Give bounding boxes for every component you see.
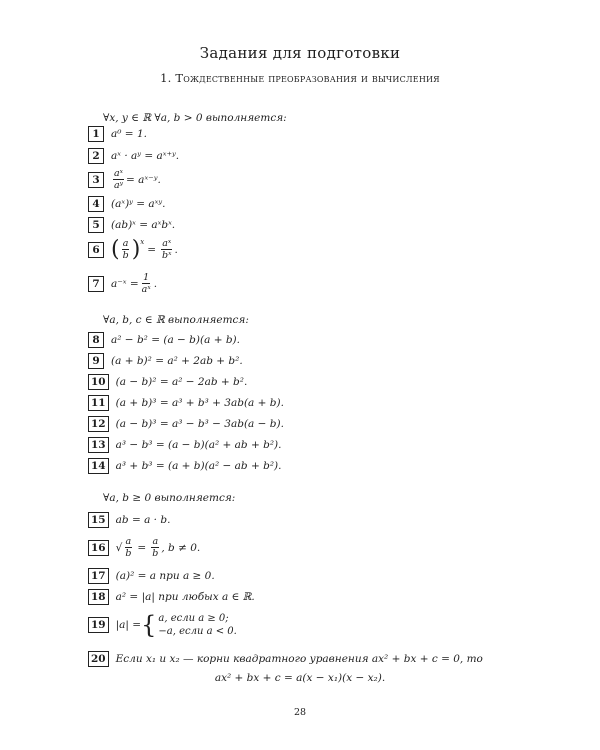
item-number: 7	[88, 276, 104, 292]
item-number: 1	[88, 126, 104, 142]
case-1: a, если a ≥ 0;	[158, 613, 229, 624]
list-item	[88, 196, 165, 212]
right-paren: )	[131, 236, 141, 262]
list-item	[88, 374, 247, 390]
item-number: 16	[88, 540, 109, 556]
page-title: Задания для подготовки	[199, 44, 401, 62]
item-formula: a² = |a| при любых a ∈ ℝ.	[115, 591, 255, 603]
item-number: 14	[88, 458, 109, 474]
item-formula: (a + b)³ = a³ + b³ + 3ab(a + b).	[115, 397, 284, 409]
left-paren: (	[111, 236, 120, 262]
cases	[158, 612, 236, 638]
numerator: a	[125, 536, 132, 547]
list-item	[88, 217, 175, 233]
item-formula: (ab)ˣ = aˣbˣ.	[111, 219, 176, 231]
numerator: aˣ	[114, 168, 124, 179]
item-formula: (a)² = a при a ≥ 0.	[115, 570, 215, 582]
item-number: 3	[88, 172, 104, 188]
intro-line-3: ∀a, b ≥ 0 выполняется:	[103, 492, 236, 504]
fraction	[151, 536, 159, 559]
item-formula: a⁻ˣ =	[111, 277, 139, 290]
fraction	[161, 238, 172, 261]
fraction	[122, 238, 130, 261]
list-item	[88, 458, 281, 474]
item-formula: a³ + b³ = (a + b)(a² − ab + b²).	[115, 460, 282, 472]
left-brace: {	[141, 611, 157, 639]
item-formula: a² − b² = (a − b)(a + b).	[111, 334, 240, 346]
item-number: 18	[88, 589, 109, 605]
list-item	[88, 168, 161, 191]
item-formula: aˣ · aʸ = aˣ⁺ʸ.	[111, 150, 180, 162]
item-number: 4	[88, 196, 104, 212]
page-number: 28	[293, 707, 307, 718]
item-number: 13	[88, 437, 109, 453]
item-number: 19	[88, 617, 109, 633]
sqrt-sign: √	[115, 541, 123, 554]
item-number: 9	[88, 353, 104, 369]
item-formula: ab = a · b.	[115, 514, 171, 526]
list-item: 7 a⁻ˣ = $\frac{1}{\text{aˣ}}$ .	[88, 272, 157, 295]
item-number: 20	[88, 651, 109, 667]
denominator: b	[125, 548, 132, 559]
list-item	[88, 568, 215, 584]
list-item	[88, 126, 147, 142]
denominator: b	[122, 250, 129, 261]
list-item	[88, 332, 240, 348]
list-item	[88, 589, 255, 605]
list-item	[88, 148, 179, 164]
item-formula: (a − b)² = a² − 2ab + b².	[115, 376, 248, 388]
item-number: 8	[88, 332, 104, 348]
fraction	[124, 536, 132, 559]
list-item	[88, 437, 281, 453]
final-formula: ax² + bx + c = a(x − x₁)(x − x₂).	[214, 672, 386, 684]
numerator: aˣ	[162, 238, 172, 249]
list-item	[88, 512, 170, 528]
list-item	[88, 416, 284, 432]
denominator: aˣ	[141, 284, 151, 295]
item-formula: (aˣ)ʸ = aˣʸ.	[111, 198, 166, 210]
list-item: 6 ( $\frac{a}{b}$ ) $^x$ = $\frac{\text{aˣ}}{\text{bˣ}}$ .	[88, 238, 178, 261]
list-item	[88, 395, 284, 411]
denominator: aʸ	[114, 180, 124, 191]
intro-line-2: ∀a, b, c ∈ ℝ выполняется:	[103, 314, 249, 326]
item-formula: |a| =	[115, 619, 142, 631]
denominator: b	[152, 548, 159, 559]
list-item: 16 √ $\frac{a}{b}$ = $\frac{a}{b}$ , b ≠ 0.	[88, 536, 200, 559]
intro-line-1: ∀x, y ∈ ℝ ∀a, b > 0 выполняется:	[103, 112, 287, 124]
item-formula: (a + b)² = a² + 2ab + b².	[111, 355, 243, 367]
item-number: 15	[88, 512, 109, 528]
list-item	[88, 353, 243, 369]
item-number: 17	[88, 568, 109, 584]
item-number: 6	[88, 242, 104, 258]
section-subtitle: 1. Тождественные преобразования и вычисления	[160, 71, 440, 85]
item-number: 11	[88, 395, 109, 411]
item-condition: , b ≠ 0.	[161, 541, 201, 554]
numerator: 1	[143, 272, 150, 283]
denominator: bˣ	[162, 250, 172, 261]
item-number: 2	[88, 148, 104, 164]
list-item	[88, 612, 237, 638]
item-number: 10	[88, 374, 109, 390]
numerator: a	[122, 238, 129, 249]
fraction	[113, 168, 124, 191]
list-item	[88, 651, 483, 667]
item-number: 5	[88, 217, 104, 233]
item-formula: Если x₁ и x₂ — корни квадратного уравнения ax² + bx + c = 0, то	[115, 653, 483, 665]
fraction	[141, 272, 152, 295]
item-formula: = aˣ⁻ʸ.	[126, 173, 161, 186]
numerator: a	[152, 536, 159, 547]
item-formula: (a − b)³ = a³ − b³ − 3ab(a − b).	[115, 418, 284, 430]
item-formula: a³ − b³ = (a − b)(a² + ab + b²).	[115, 439, 282, 451]
item-number: 12	[88, 416, 109, 432]
case-2: −a, если a < 0.	[158, 626, 237, 637]
exponent: x	[140, 238, 145, 246]
item-formula: a⁰ = 1.	[111, 128, 147, 140]
